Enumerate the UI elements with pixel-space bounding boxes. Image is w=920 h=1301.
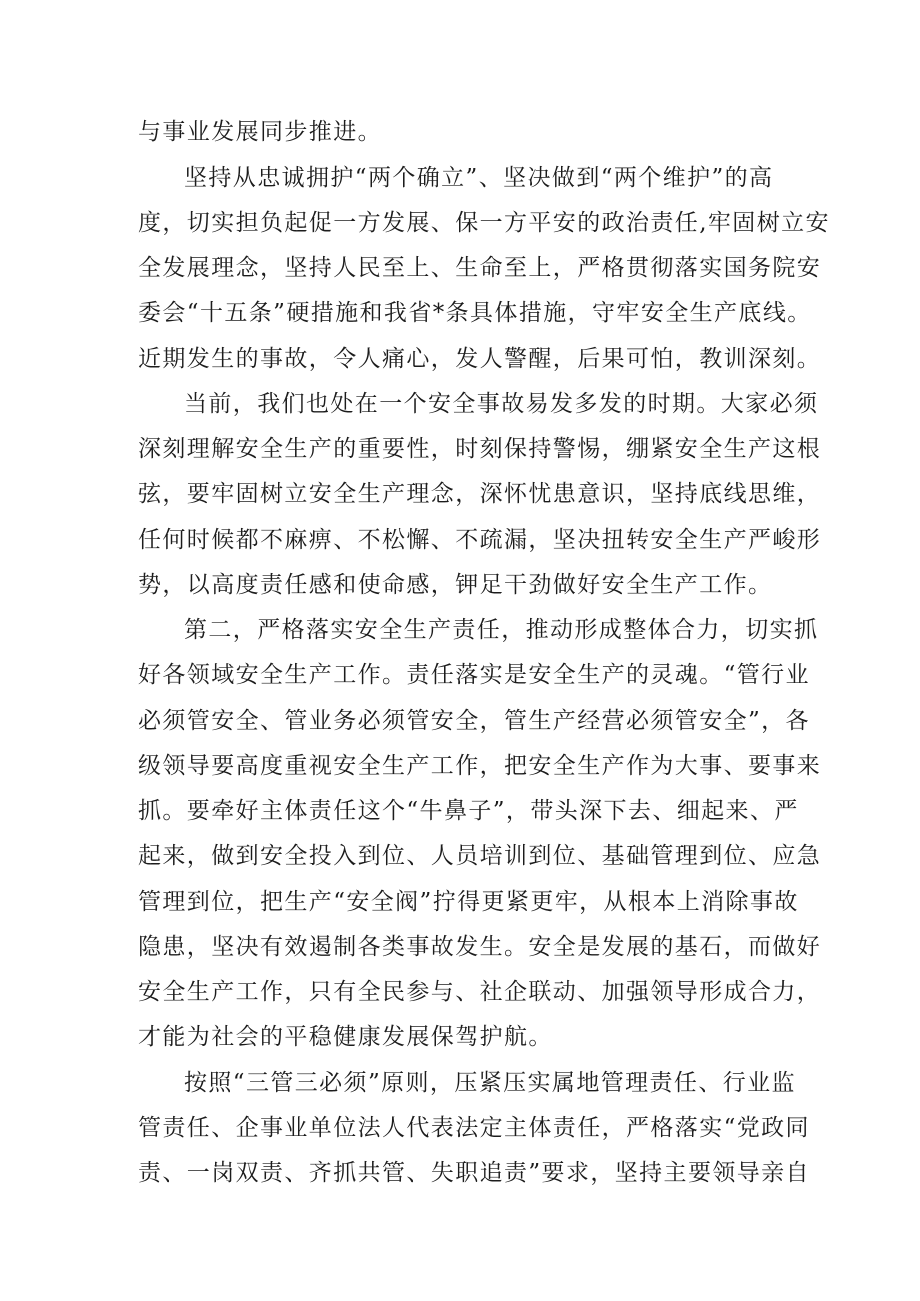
text-line: 与事业发展同步推进。 — [138, 119, 382, 145]
text-line: 全发展理念，坚持人民至上、生命至上，严格贯彻落实国务院安 — [138, 255, 822, 281]
text-line: 深刻理解安全生产的重要性，时刻保持警惕，绷紧安全生产这根 — [138, 436, 822, 462]
text-line: 坚持从忠诚拥护“两个确立”、坚决做到“两个维护”的高 — [184, 165, 774, 191]
text-line: 必须管安全、管业务必须管安全，管生产经营必须管安全”，各 — [138, 708, 810, 734]
text-line: 当前，我们也处在一个安全事故易发多发的时期。大家必须 — [184, 391, 819, 417]
text-line: 弦，要牢固树立安全生产理念，深怀忧患意识，坚持底线思维， — [138, 481, 822, 507]
text-line: 好各领域安全生产工作。责任落实是安全生产的灵魂。“管行业 — [138, 662, 810, 688]
text-line: 近期发生的事故，令人痛心，发人警醒，后果可怕，教训深刻。 — [138, 346, 822, 372]
text-line: 势，以高度责任感和使命感，钾足干劲做好安全生产工作。 — [138, 572, 773, 598]
text-line: 安全生产工作，只有全民参与、社企联动、加强领导形成合力， — [138, 979, 822, 1005]
text-line: 管理到位，把生产“安全阀”拧得更紧更牢，从根本上消除事故 — [138, 889, 799, 915]
text-line: 责、一岗双责、齐抓共管、失职追责”要求，坚持主要领导亲自 — [138, 1160, 810, 1186]
text-line: 按照“三管三必须”原则，压紧压实属地管理责任、行业监 — [184, 1070, 796, 1096]
text-line: 委会“十五条”硬措施和我省*条具体措施，守牢安全生产底线。 — [138, 300, 812, 326]
text-line: 隐患，坚决有效遏制各类事故发生。安全是发展的基石，而做好 — [138, 934, 822, 960]
text-line: 任何时候都不麻痹、不松懈、不疏漏，坚决扭转安全生产严峻形 — [138, 527, 822, 553]
text-line: 才能为社会的平稳健康发展保驾护航。 — [138, 1024, 553, 1050]
text-line: 第二，严格落实安全生产责任，推动形成整体合力，切实抓 — [184, 617, 819, 643]
text-line: 抓。要牵好主体责任这个“牛鼻子”，带头深下去、细起来、严 — [138, 798, 799, 824]
text-line: 管责任、企事业单位法人代表法定主体责任，严格落实“党政同 — [138, 1115, 810, 1141]
text-line: 级领导要高度重视安全生产工作，把安全生产作为大事、要事来 — [138, 753, 822, 779]
text-line: 起来，做到安全投入到位、人员培训到位、基础管理到位、应急 — [138, 843, 822, 869]
text-line: 度，切实担负起促一方发展、保一方平安的政治责任,牢固树立安 — [138, 210, 830, 236]
